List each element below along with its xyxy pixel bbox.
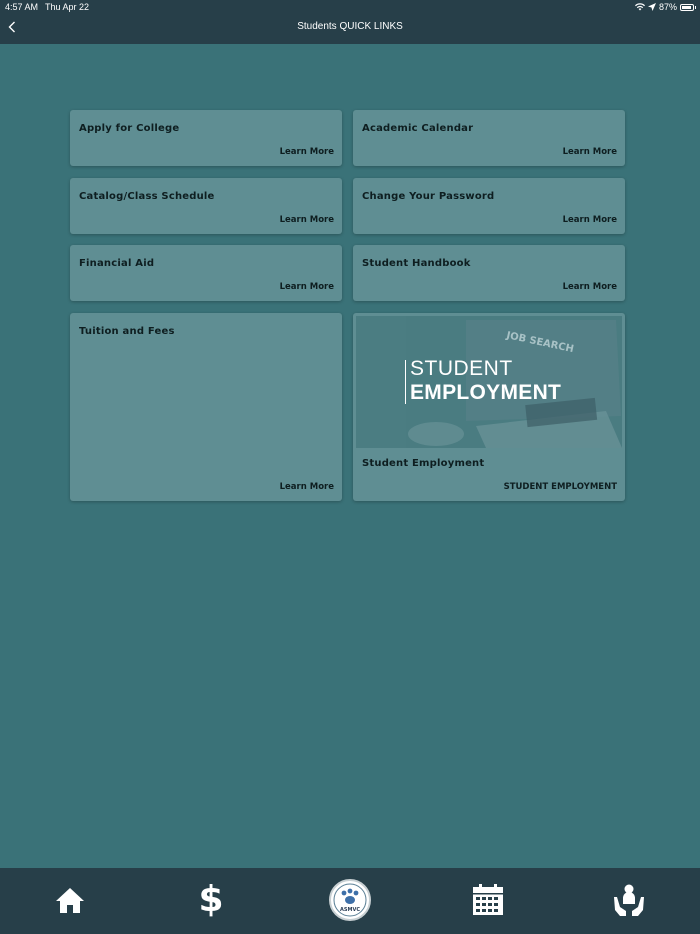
top-bar [0, 0, 700, 44]
learn-more-link[interactable]: Learn More [279, 282, 334, 292]
wifi-icon [635, 3, 645, 11]
learn-more-link[interactable]: Learn More [562, 282, 617, 292]
job-search-sign: JOB SEARCH [505, 330, 575, 356]
card-student-handbook[interactable] [353, 245, 625, 301]
status-date: Thu Apr 22 [45, 2, 90, 12]
card-academic-calendar[interactable] [353, 110, 625, 166]
home-icon [55, 886, 85, 914]
card-title: Change Your Password [362, 191, 495, 202]
status-bar [0, 0, 700, 14]
card-title: Apply for College [79, 123, 180, 134]
status-right [635, 2, 694, 12]
nav-home[interactable] [52, 882, 88, 918]
card-change-your-password[interactable] [353, 178, 625, 234]
card-title: Academic Calendar [362, 123, 474, 134]
helping-hands-icon [612, 883, 646, 917]
nav-payments[interactable] [193, 879, 229, 920]
card-title: Catalog/Class Schedule [79, 191, 215, 202]
calendar-icon [472, 884, 504, 916]
image-divider [405, 360, 406, 404]
student-employment-image [356, 316, 622, 448]
logo-text: ASMVC [340, 907, 360, 913]
battery-percent: 87% [658, 2, 677, 12]
status-time: 4:57 AM [5, 2, 39, 12]
page-title: Students QUICK LINKS [297, 21, 403, 32]
card-apply-for-college[interactable] [70, 110, 342, 166]
location-icon [648, 3, 656, 11]
image-text-student: STUDENT [410, 357, 513, 380]
learn-more-link[interactable]: Learn More [562, 147, 617, 157]
student-employment-link[interactable]: STUDENT EMPLOYMENT [503, 482, 617, 492]
asmvc-logo[interactable] [329, 879, 371, 921]
learn-more-link[interactable]: Learn More [562, 215, 617, 225]
card-title: Student Employment [362, 458, 485, 469]
card-title: Student Handbook [362, 258, 471, 269]
card-tuition-and-fees[interactable] [70, 313, 342, 501]
image-text-employment: EMPLOYMENT [410, 381, 562, 404]
dollar-icon: $ [198, 879, 224, 920]
battery-icon [680, 4, 694, 11]
card-title: Tuition and Fees [79, 326, 175, 337]
learn-more-link[interactable]: Learn More [279, 482, 334, 492]
nav-support[interactable] [611, 882, 647, 918]
nav-calendar[interactable] [470, 882, 506, 918]
card-student-employment[interactable] [353, 313, 625, 501]
learn-more-link[interactable]: Learn More [279, 215, 334, 225]
learn-more-link[interactable]: Learn More [279, 147, 334, 157]
card-catalog-class-schedule[interactable] [70, 178, 342, 234]
paw-icon [331, 881, 369, 919]
card-financial-aid[interactable] [70, 245, 342, 301]
card-title: Financial Aid [79, 258, 155, 269]
